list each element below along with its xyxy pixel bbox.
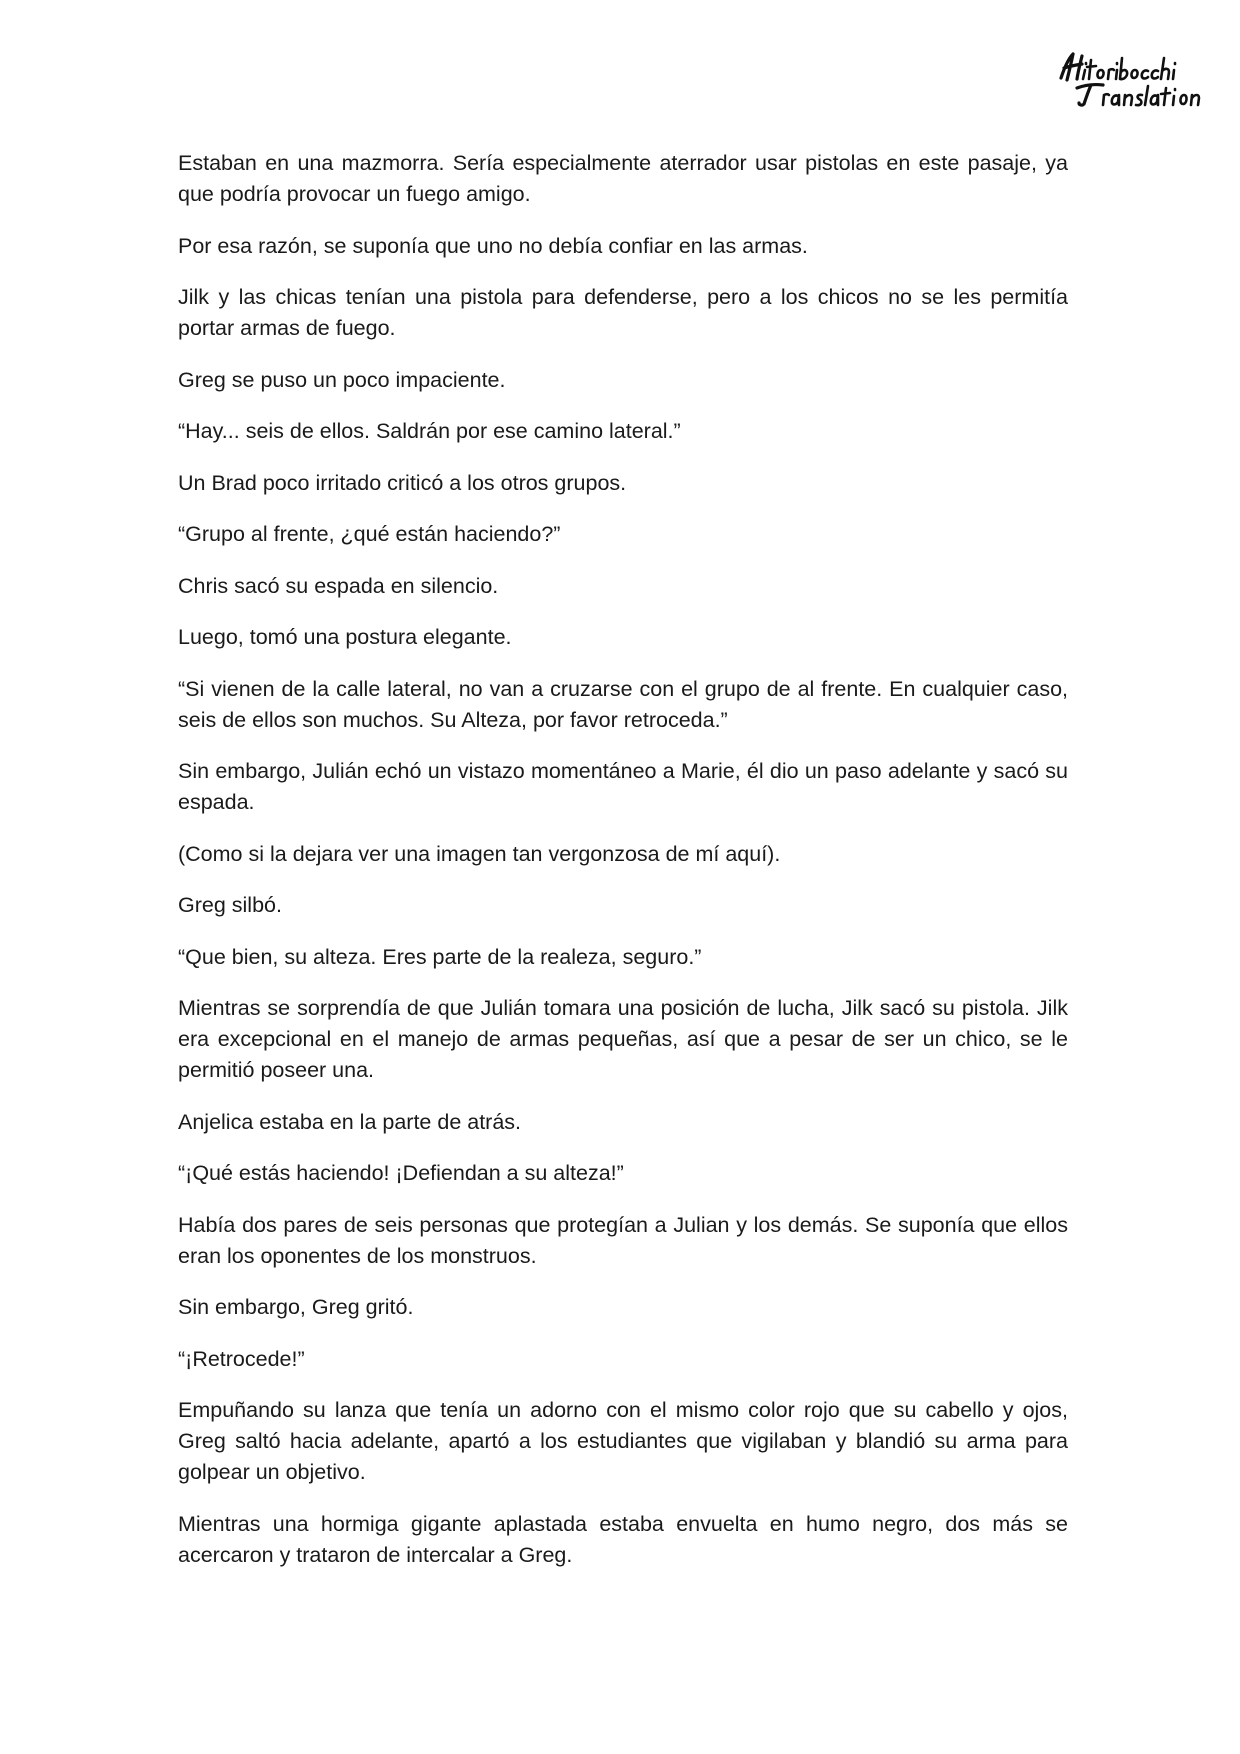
paragraph: “¡Retrocede!”	[178, 1346, 305, 1371]
paragraph: “Que bien, su alteza. Eres parte de la realeza, seguro.”	[178, 944, 702, 969]
logo-script-icon	[1055, 48, 1205, 110]
paragraph: “Si vienen de la calle lateral, no van a cruzarse con el grupo de al frente. En cualquier caso, seis de ellos son muchos. Su Alteza, por favor retroceda.”	[178, 676, 1068, 732]
paragraph: Mientras se sorprendía de que Julián tomara una posición de lucha, Jilk sacó su pistola. Jilk era excepcional en el manejo de armas pequeñas, así que a pesar de ser un chico, se le permitió poseer una.	[178, 996, 1068, 1082]
paragraph: Un Brad poco irritado criticó a los otros grupos.	[178, 470, 627, 495]
paragraph: Greg silbó.	[178, 893, 282, 917]
paragraph: Greg se puso un poco impaciente.	[178, 367, 506, 392]
paragraph: Empuñando su lanza que tenía un adorno con el mismo color rojo que su cabello y ojos, Greg saltó hacia adelante, apartó a los estudiantes que vigilaban y blandió su arma para golpear un objetivo.	[178, 1398, 1068, 1484]
paragraph: Jilk y las chicas tenían una pistola para defenderse, pero a los chicos no se les permitía portar armas de fuego.	[178, 285, 1068, 340]
paragraph: Sin embargo, Greg gritó.	[178, 1295, 414, 1319]
paragraph: “¡Qué estás haciendo! ¡Defiendan a su alteza!”	[178, 1161, 624, 1185]
document-body	[178, 148, 1068, 1591]
paragraph: Mientras una hormiga gigante aplastada estaba envuelta en humo negro, dos más se acercaron y trataron de intercalar a Greg.	[178, 1511, 1068, 1567]
translator-logo	[1055, 48, 1205, 110]
paragraph: “Hay... seis de ellos. Saldrán por ese camino lateral.”	[178, 419, 681, 443]
paragraph: “Grupo al frente, ¿qué están haciendo?”	[178, 522, 561, 546]
paragraph: Anjelica estaba en la parte de atrás.	[178, 1109, 522, 1134]
paragraph: (Como si la dejara ver una imagen tan vergonzosa de mí aquí).	[178, 841, 781, 866]
paragraph: Luego, tomó una postura elegante.	[178, 625, 512, 649]
paragraph: Chris sacó su espada en silencio.	[178, 573, 499, 598]
paragraph: Por esa razón, se suponía que uno no debía confiar en las armas.	[178, 233, 808, 258]
paragraph: Había dos pares de seis personas que protegían a Julian y los demás. Se suponía que ellos eran los oponentes de los monstruos.	[178, 1212, 1068, 1268]
paragraph: Estaban en una mazmorra. Sería especialmente aterrador usar pistolas en este pasaje, ya que podría provocar un fuego amigo.	[178, 151, 1068, 206]
paragraph: Sin embargo, Julián echó un vistazo momentáneo a Marie, él dio un paso adelante y sacó su espada.	[178, 759, 1068, 814]
